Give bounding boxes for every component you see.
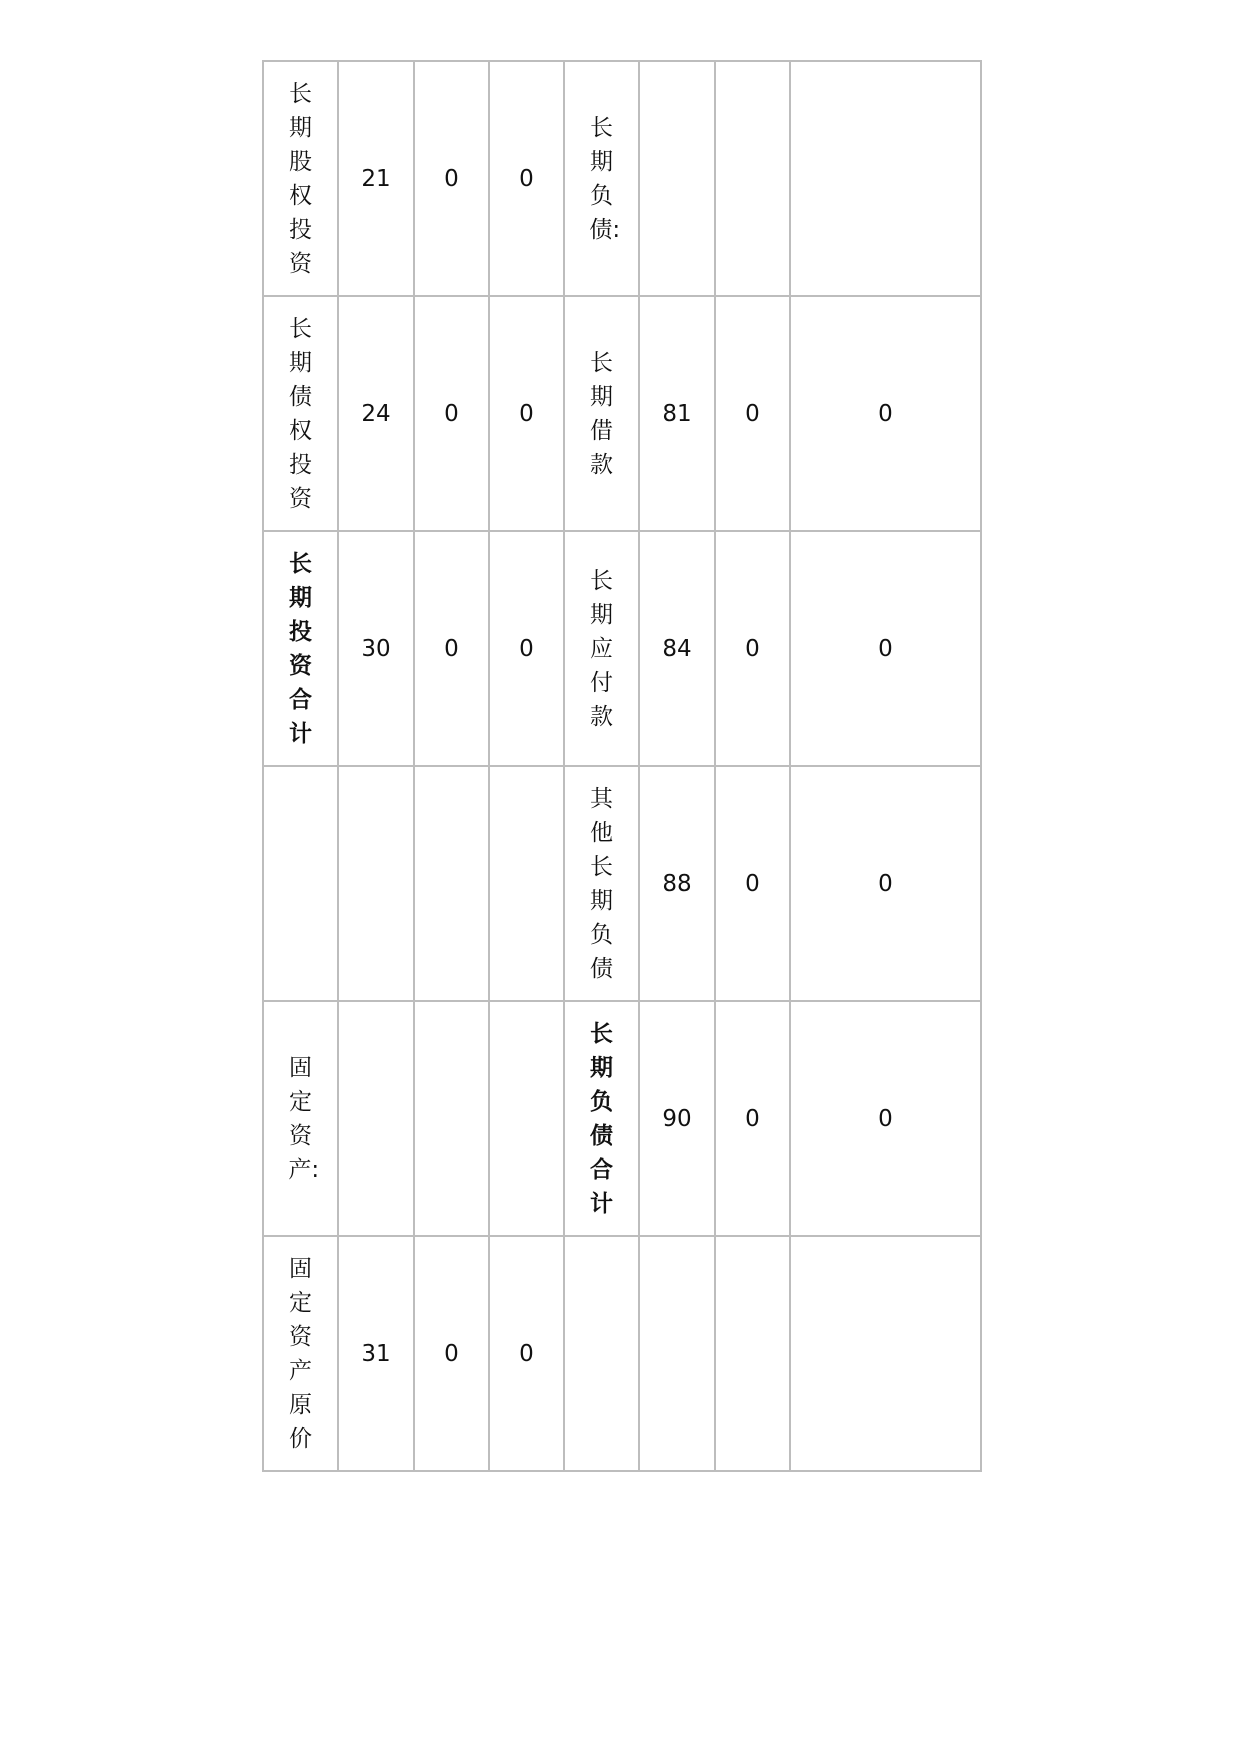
asset-begin-cell: [414, 1001, 489, 1236]
asset-line-cell: [338, 296, 414, 531]
asset-line-number: 31: [361, 1340, 391, 1367]
liability-begin-value: 0: [745, 1105, 760, 1132]
liability-begin-cell: [715, 531, 790, 766]
asset-item-label: 长期债权投资: [288, 315, 312, 512]
liability-line-cell: [639, 1236, 715, 1471]
table-row: [263, 1236, 981, 1471]
balance-sheet-table: [262, 60, 982, 1472]
liability-end-value: 0: [878, 400, 893, 427]
asset-item-label: 长期投资合计: [288, 550, 312, 747]
asset-line-cell: [338, 1001, 414, 1236]
liability-line-cell: [639, 531, 715, 766]
asset-end-value: 0: [519, 400, 534, 427]
asset-begin-value: 0: [444, 635, 459, 662]
liability-end-cell: [790, 1236, 981, 1471]
asset-item-label: 固定资产原价: [288, 1255, 312, 1452]
liability-begin-value: 0: [745, 400, 760, 427]
liability-end-cell: [790, 766, 981, 1001]
liability-begin-cell: [715, 766, 790, 1001]
liability-begin-value: 0: [745, 870, 760, 897]
liability-end-cell: [790, 61, 981, 296]
asset-end-value: 0: [519, 1340, 534, 1367]
liability-item-cell: [564, 531, 639, 766]
asset-line-cell: [338, 61, 414, 296]
asset-item-label: 固定资产:: [288, 1054, 320, 1183]
asset-end-cell: [489, 1001, 564, 1236]
asset-end-value: 0: [519, 165, 534, 192]
asset-begin-cell: [414, 296, 489, 531]
liability-begin-value: 0: [745, 635, 760, 662]
liability-line-number: 88: [662, 870, 692, 897]
liability-end-cell: [790, 531, 981, 766]
liability-line-cell: [639, 61, 715, 296]
liability-item-cell: [564, 61, 639, 296]
liability-end-value: 0: [878, 1105, 893, 1132]
liability-begin-cell: [715, 1001, 790, 1236]
asset-item-cell: [263, 531, 338, 766]
liability-line-number: 84: [662, 635, 692, 662]
asset-end-cell: [489, 766, 564, 1001]
liability-line-cell: [639, 296, 715, 531]
asset-line-cell: [338, 531, 414, 766]
liability-begin-cell: [715, 61, 790, 296]
asset-line-number: 24: [361, 400, 391, 427]
liability-end-value: 0: [878, 635, 893, 662]
liability-line-number: 90: [662, 1105, 692, 1132]
liability-begin-cell: [715, 296, 790, 531]
liability-end-cell: [790, 1001, 981, 1236]
asset-end-value: 0: [519, 635, 534, 662]
asset-end-cell: [489, 531, 564, 766]
table-row: [263, 1001, 981, 1236]
asset-item-cell: [263, 1001, 338, 1236]
liability-item-label: 长期负债合计: [589, 1020, 613, 1217]
table-row: [263, 61, 981, 296]
asset-end-cell: [489, 296, 564, 531]
liability-item-cell: [564, 296, 639, 531]
liability-item-cell: [564, 1236, 639, 1471]
liability-item-cell: [564, 766, 639, 1001]
asset-begin-cell: [414, 61, 489, 296]
liability-line-cell: [639, 766, 715, 1001]
asset-item-cell: [263, 1236, 338, 1471]
asset-begin-value: 0: [444, 1340, 459, 1367]
liability-item-label: 其他长期负债: [589, 785, 613, 982]
asset-end-cell: [489, 1236, 564, 1471]
asset-begin-cell: [414, 766, 489, 1001]
asset-begin-value: 0: [444, 400, 459, 427]
asset-item-cell: [263, 766, 338, 1001]
asset-item-label: 长期股权投资: [288, 80, 312, 277]
asset-begin-cell: [414, 1236, 489, 1471]
liability-item-cell: [564, 1001, 639, 1236]
liability-end-cell: [790, 296, 981, 531]
asset-line-cell: [338, 1236, 414, 1471]
asset-begin-value: 0: [444, 165, 459, 192]
asset-item-cell: [263, 61, 338, 296]
table-row: [263, 766, 981, 1001]
asset-line-number: 21: [361, 165, 391, 192]
liability-begin-cell: [715, 1236, 790, 1471]
liability-item-label: 长期借款: [589, 349, 613, 478]
liability-item-label: 长期负债:: [589, 114, 621, 243]
asset-end-cell: [489, 61, 564, 296]
asset-item-cell: [263, 296, 338, 531]
liability-end-value: 0: [878, 870, 893, 897]
liability-line-cell: [639, 1001, 715, 1236]
liability-line-number: 81: [662, 400, 692, 427]
asset-line-number: 30: [361, 635, 391, 662]
asset-begin-cell: [414, 531, 489, 766]
liability-item-label: 长期应付款: [589, 567, 613, 730]
table-row: [263, 531, 981, 766]
table-row: [263, 296, 981, 531]
asset-line-cell: [338, 766, 414, 1001]
